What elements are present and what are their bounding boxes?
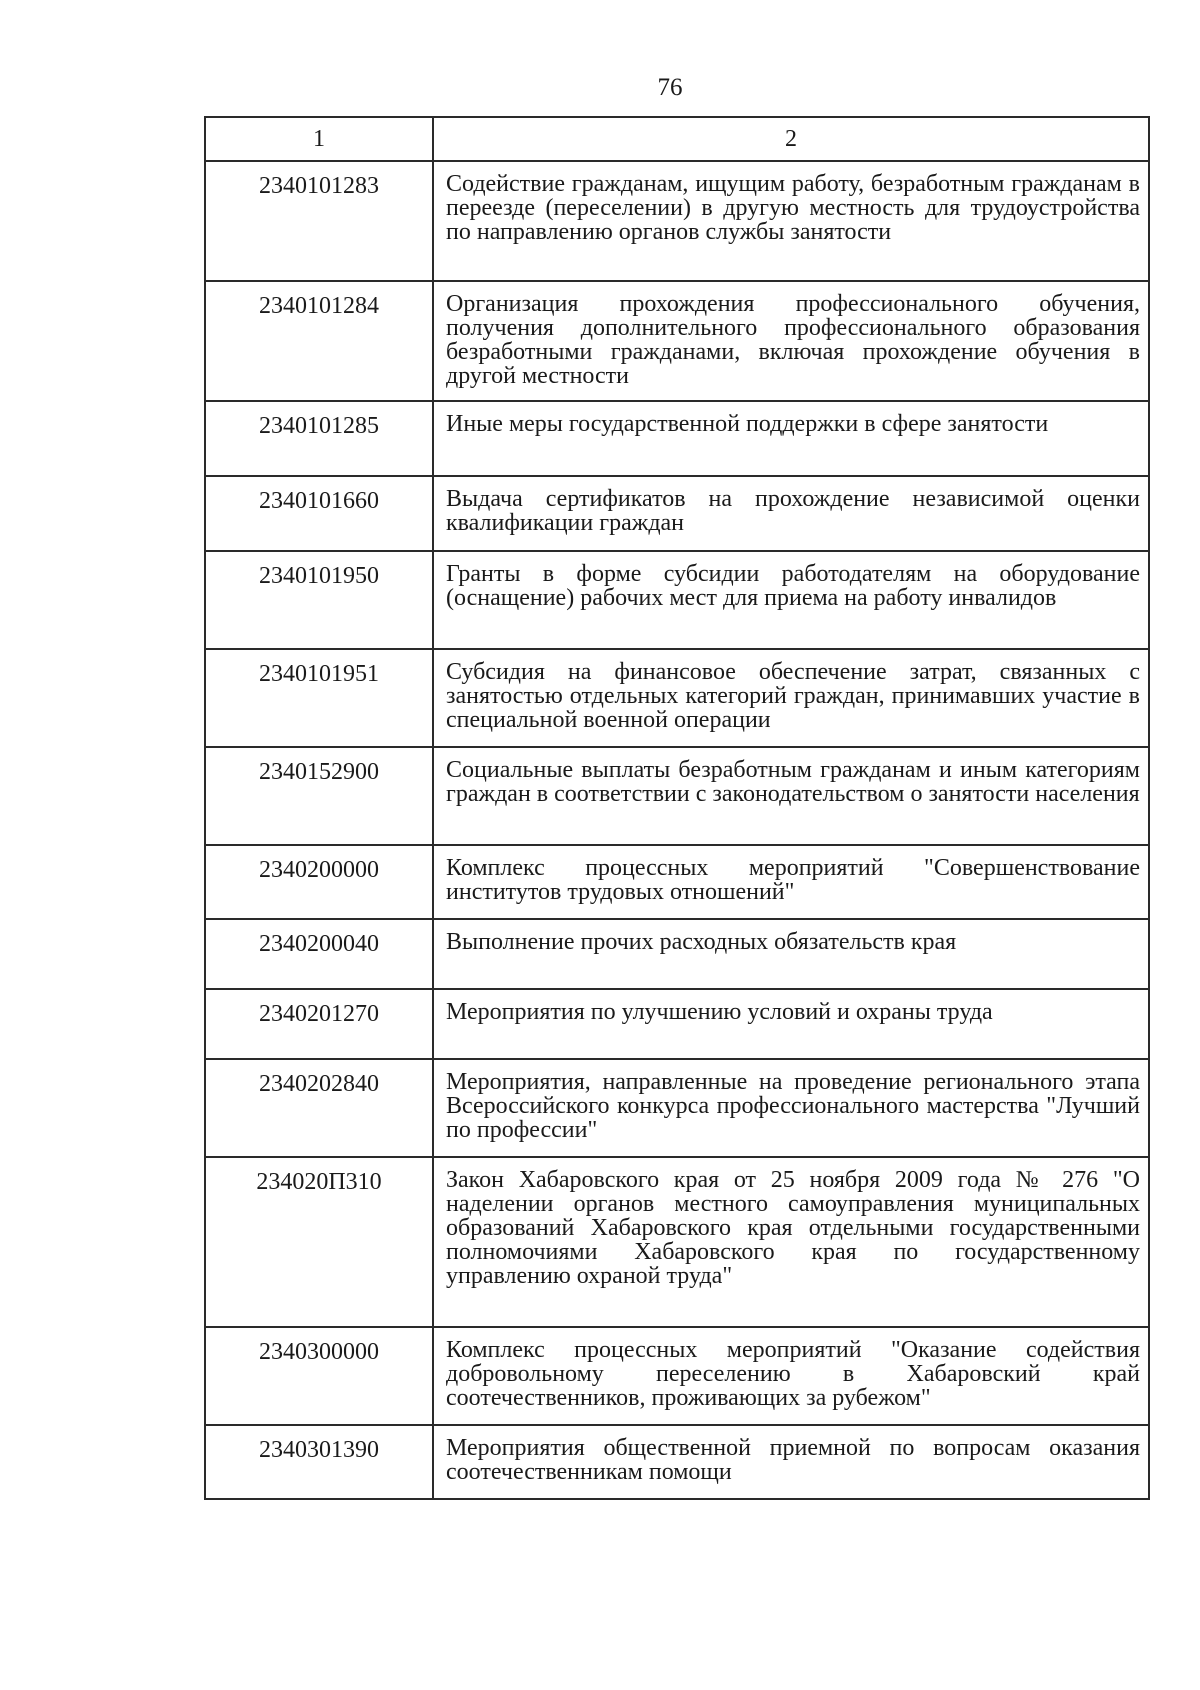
table-row: [205, 747, 1149, 845]
row-code: 2340201270: [205, 989, 433, 1059]
row-code: 2340101284: [205, 281, 433, 401]
row-description: Иные меры государственной поддержки в сфере занятости: [433, 401, 1149, 476]
row-description: Организация прохождения профессионального обучения, получения дополнительного профессионального образования безработными гражданами, включая прохождение обучения в другой местности: [433, 281, 1149, 401]
row-code: 2340200000: [205, 845, 433, 919]
column-header-description: 2: [433, 117, 1149, 161]
row-code: 234020П310: [205, 1157, 433, 1327]
row-code: 2340101951: [205, 649, 433, 747]
column-header-code: 1: [205, 117, 433, 161]
row-code: 2340101950: [205, 551, 433, 649]
row-description: Социальные выплаты безработным гражданам и иным категориям граждан в соответствии с законодательством о занятости населения: [433, 747, 1149, 845]
row-description: Комплекс процессных мероприятий "Оказание содействия добровольному переселению в Хабаровский край соотечественников, проживающих за рубежом": [433, 1327, 1149, 1425]
row-description: Содействие гражданам, ищущим работу, безработным гражданам в переезде (переселении) в другую местность для трудоустройства по направлению органов службы занятости: [433, 161, 1149, 281]
row-code: 2340101283: [205, 161, 433, 281]
row-code: 2340200040: [205, 919, 433, 989]
table-row: [205, 1327, 1149, 1425]
row-description: Гранты в форме субсидии работодателям на оборудование (оснащение) рабочих мест для приема на работу инвалидов: [433, 551, 1149, 649]
table-row: [205, 1157, 1149, 1327]
table-row: [205, 919, 1149, 989]
table-row: [205, 1059, 1149, 1157]
row-code: 2340101660: [205, 476, 433, 551]
table-row: [205, 161, 1149, 281]
row-code: 2340202840: [205, 1059, 433, 1157]
table-row: [205, 989, 1149, 1059]
table-row: [205, 551, 1149, 649]
row-code: 2340152900: [205, 747, 433, 845]
row-description: Мероприятия общественной приемной по вопросам оказания соотечественникам помощи: [433, 1425, 1149, 1499]
table-header-row: [205, 117, 1149, 161]
table-row: [205, 281, 1149, 401]
row-description: Выдача сертификатов на прохождение независимой оценки квалификации граждан: [433, 476, 1149, 551]
row-description: Закон Хабаровского края от 25 ноября 2009 года № 276 "О наделении органов местного самоуправления муниципальных образований Хабаровского края отдельными государственными полномочиями Хабаровского края по государственному управлению охраной труда": [433, 1157, 1149, 1327]
page-number: 76: [657, 74, 683, 101]
table-row: [205, 476, 1149, 551]
table-row: [205, 1425, 1149, 1499]
row-code: 2340301390: [205, 1425, 433, 1499]
row-description: Мероприятия по улучшению условий и охраны труда: [433, 989, 1149, 1059]
row-code: 2340300000: [205, 1327, 433, 1425]
table-row: [205, 401, 1149, 476]
classification-table: [204, 116, 1150, 1500]
row-code: 2340101285: [205, 401, 433, 476]
row-description: Комплекс процессных мероприятий "Совершенствование институтов трудовых отношений": [433, 845, 1149, 919]
table-row: [205, 649, 1149, 747]
table-row: [205, 845, 1149, 919]
row-description: Мероприятия, направленные на проведение регионального этапа Всероссийского конкурса профессионального мастерства "Лучший по профессии": [433, 1059, 1149, 1157]
row-description: Субсидия на финансовое обеспечение затрат, связанных с занятостью отдельных категорий граждан, принимавших участие в специальной военной операции: [433, 649, 1149, 747]
row-description: Выполнение прочих расходных обязательств края: [433, 919, 1149, 989]
